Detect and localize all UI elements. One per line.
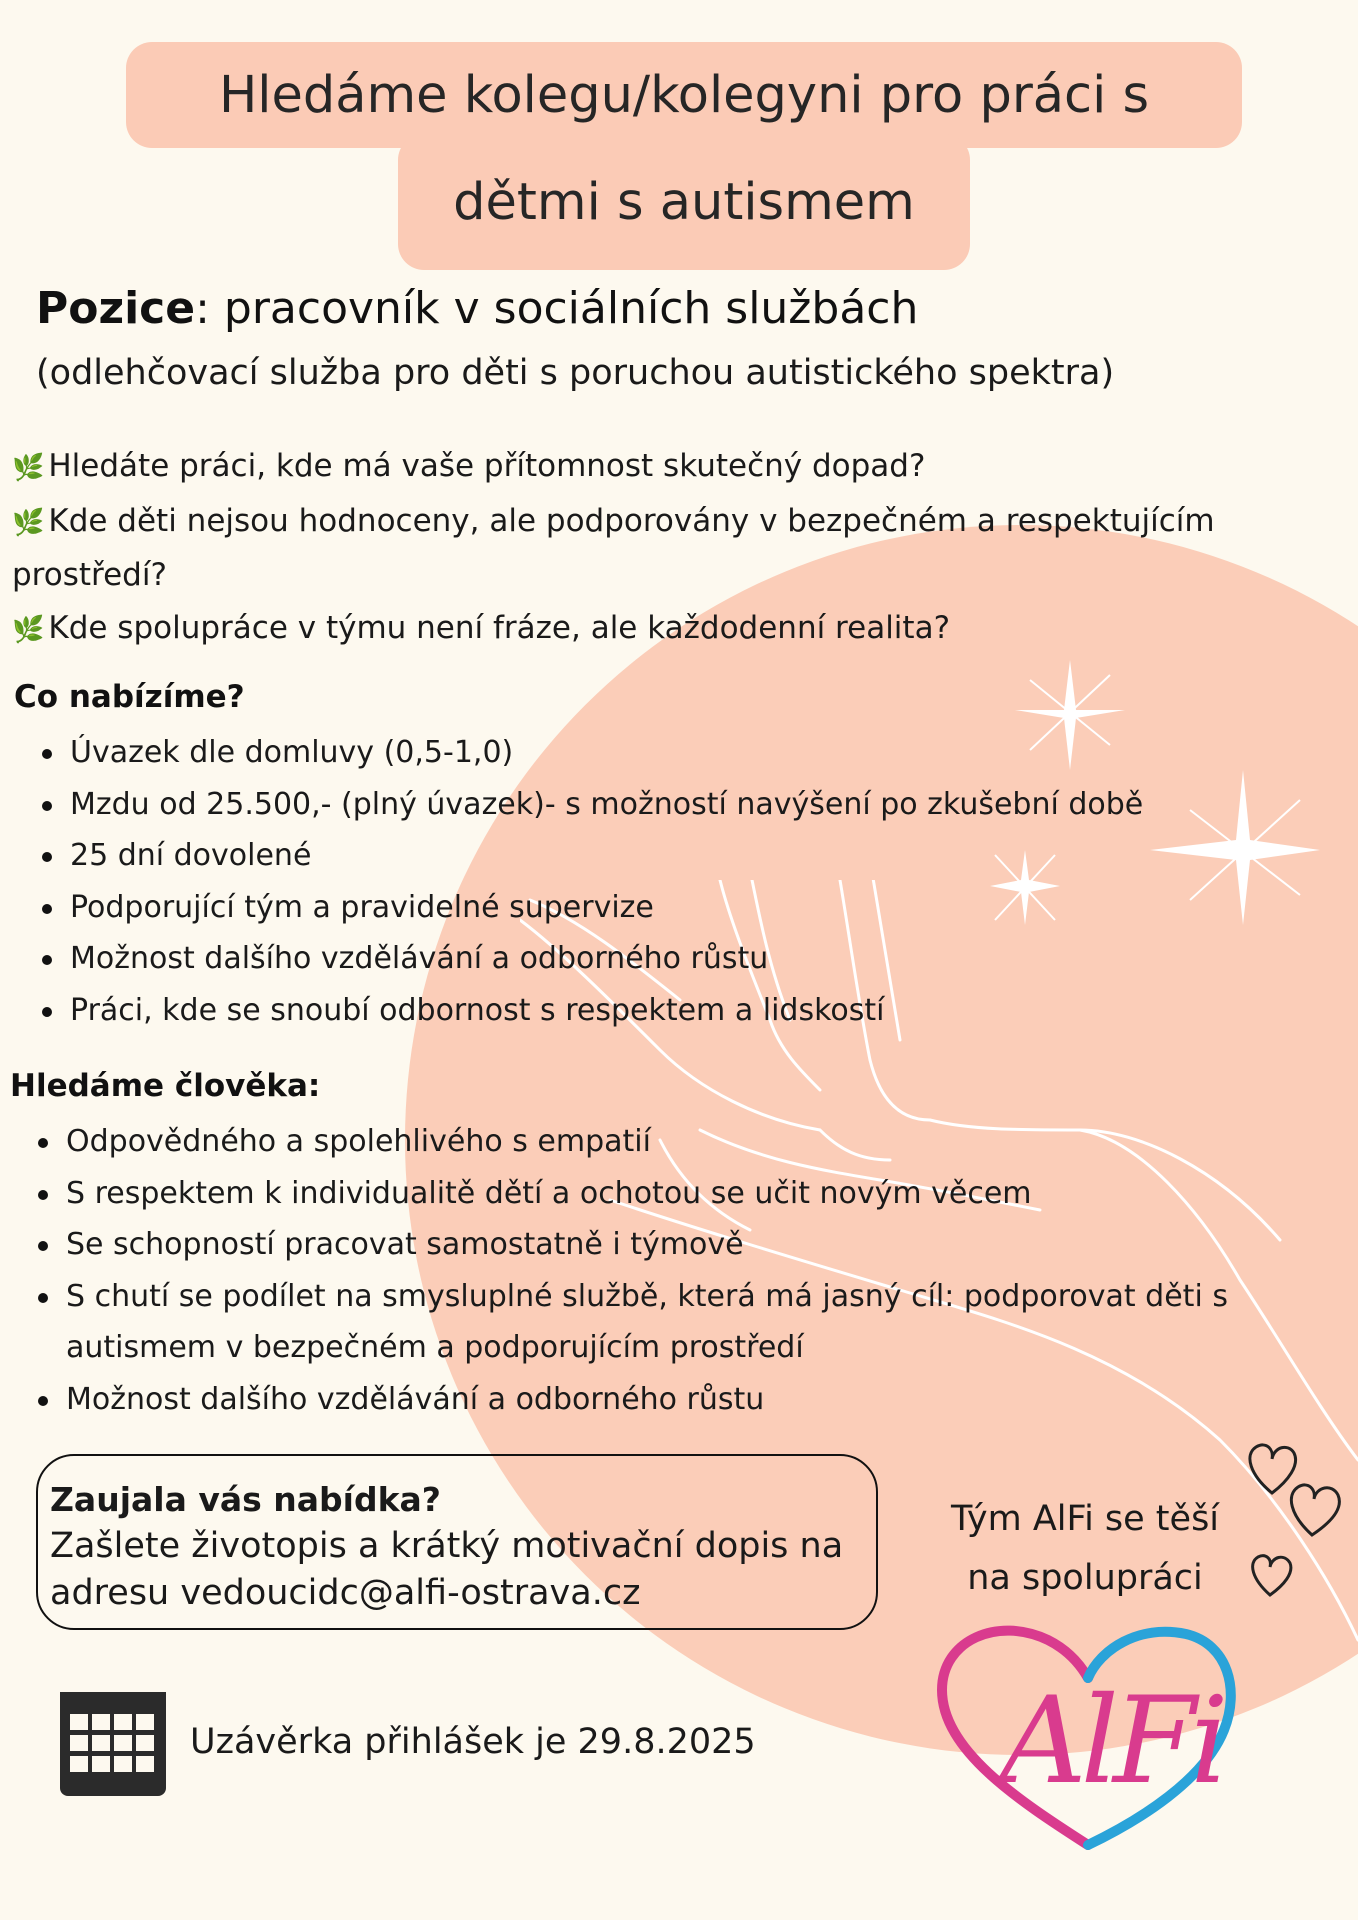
leaf-icon: 🌿: [12, 614, 45, 645]
list-item: Odpovědného a spolehlivého s empatií: [34, 1116, 1356, 1168]
position-label: Pozice: [36, 283, 196, 334]
list-item: Práci, kde se snoubí odbornost s respektem a lidskostí: [38, 985, 1143, 1037]
list-item: Se schopností pracovat samostatně i týmově: [34, 1219, 1356, 1271]
question-item: 🌿 Kde děti nejsou hodnoceny, ale podporovány v bezpečném a respektujícím prostředí?: [12, 502, 1215, 593]
list-item: S respektem k individualitě dětí a ochotou se učit novým věcem: [34, 1168, 1356, 1220]
leaf-icon: 🌿: [12, 507, 45, 538]
position-value: : pracovník v sociálních službách: [195, 283, 919, 334]
leaf-icon: 🌿: [12, 453, 45, 483]
list-item: Možnost dalšího vzdělávání a odborného růstu: [38, 933, 1143, 985]
offer-title: Co nabízíme?: [14, 679, 245, 715]
team-line-2: na spolupráci: [967, 1558, 1203, 1598]
questions-list: [12, 440, 1342, 656]
deadline-text: Uzávěrka přihlášek je 29.8.2025: [190, 1722, 756, 1762]
list-item: Mzdu od 25.500,- (plný úvazek)- s možností navýšení po zkušební době: [38, 779, 1143, 831]
contact-line-1: Zašlete životopis a krátký motivační dopis na: [50, 1526, 844, 1566]
calendar-icon: [58, 1690, 168, 1798]
question-item: 🌿 Kde spolupráce v týmu není fráze, ale každodenní realita?: [12, 609, 951, 646]
logo-text: AlFi: [1000, 1672, 1223, 1811]
contact-email-line[interactable]: adresu vedoucidc@alfi-ostrava.cz: [50, 1573, 641, 1613]
question-item: 🌿 Hledáte práci, kde má vaše přítomnost skutečný dopad?: [12, 448, 926, 484]
position-note: (odlehčovací služba pro děti s poruchou autistického spektra): [36, 353, 1115, 393]
position-heading: [36, 283, 918, 334]
list-item: Úvazek dle domluvy (0,5-1,0): [38, 727, 1143, 779]
title-line-1: Hledáme kolegu/kolegyni pro práci s: [126, 42, 1242, 148]
list-item: S chutí se podílet na smysluplné službě, která má jasný cíl: podporovat děti s autismem v bezpečném a podporujícím prostředí: [34, 1271, 1356, 1374]
list-item: 25 dní dovolené: [38, 830, 1143, 882]
list-item: Podporující tým a pravidelné supervize: [38, 882, 1143, 934]
title-line-2: dětmi s autismem: [398, 134, 970, 270]
contact-box: [36, 1454, 878, 1630]
contact-title: Zaujala vás nabídka?: [50, 1480, 441, 1519]
team-message: [925, 1490, 1245, 1608]
offer-list: [38, 727, 1143, 1036]
heart-icon: [1240, 1435, 1350, 1605]
seek-list: [34, 1116, 1356, 1425]
team-line-1: Tým AlFi se těší: [950, 1499, 1220, 1539]
list-item: Možnost dalšího vzdělávání a odborného růstu: [34, 1374, 1356, 1426]
seek-title: Hledáme člověka:: [10, 1068, 321, 1104]
